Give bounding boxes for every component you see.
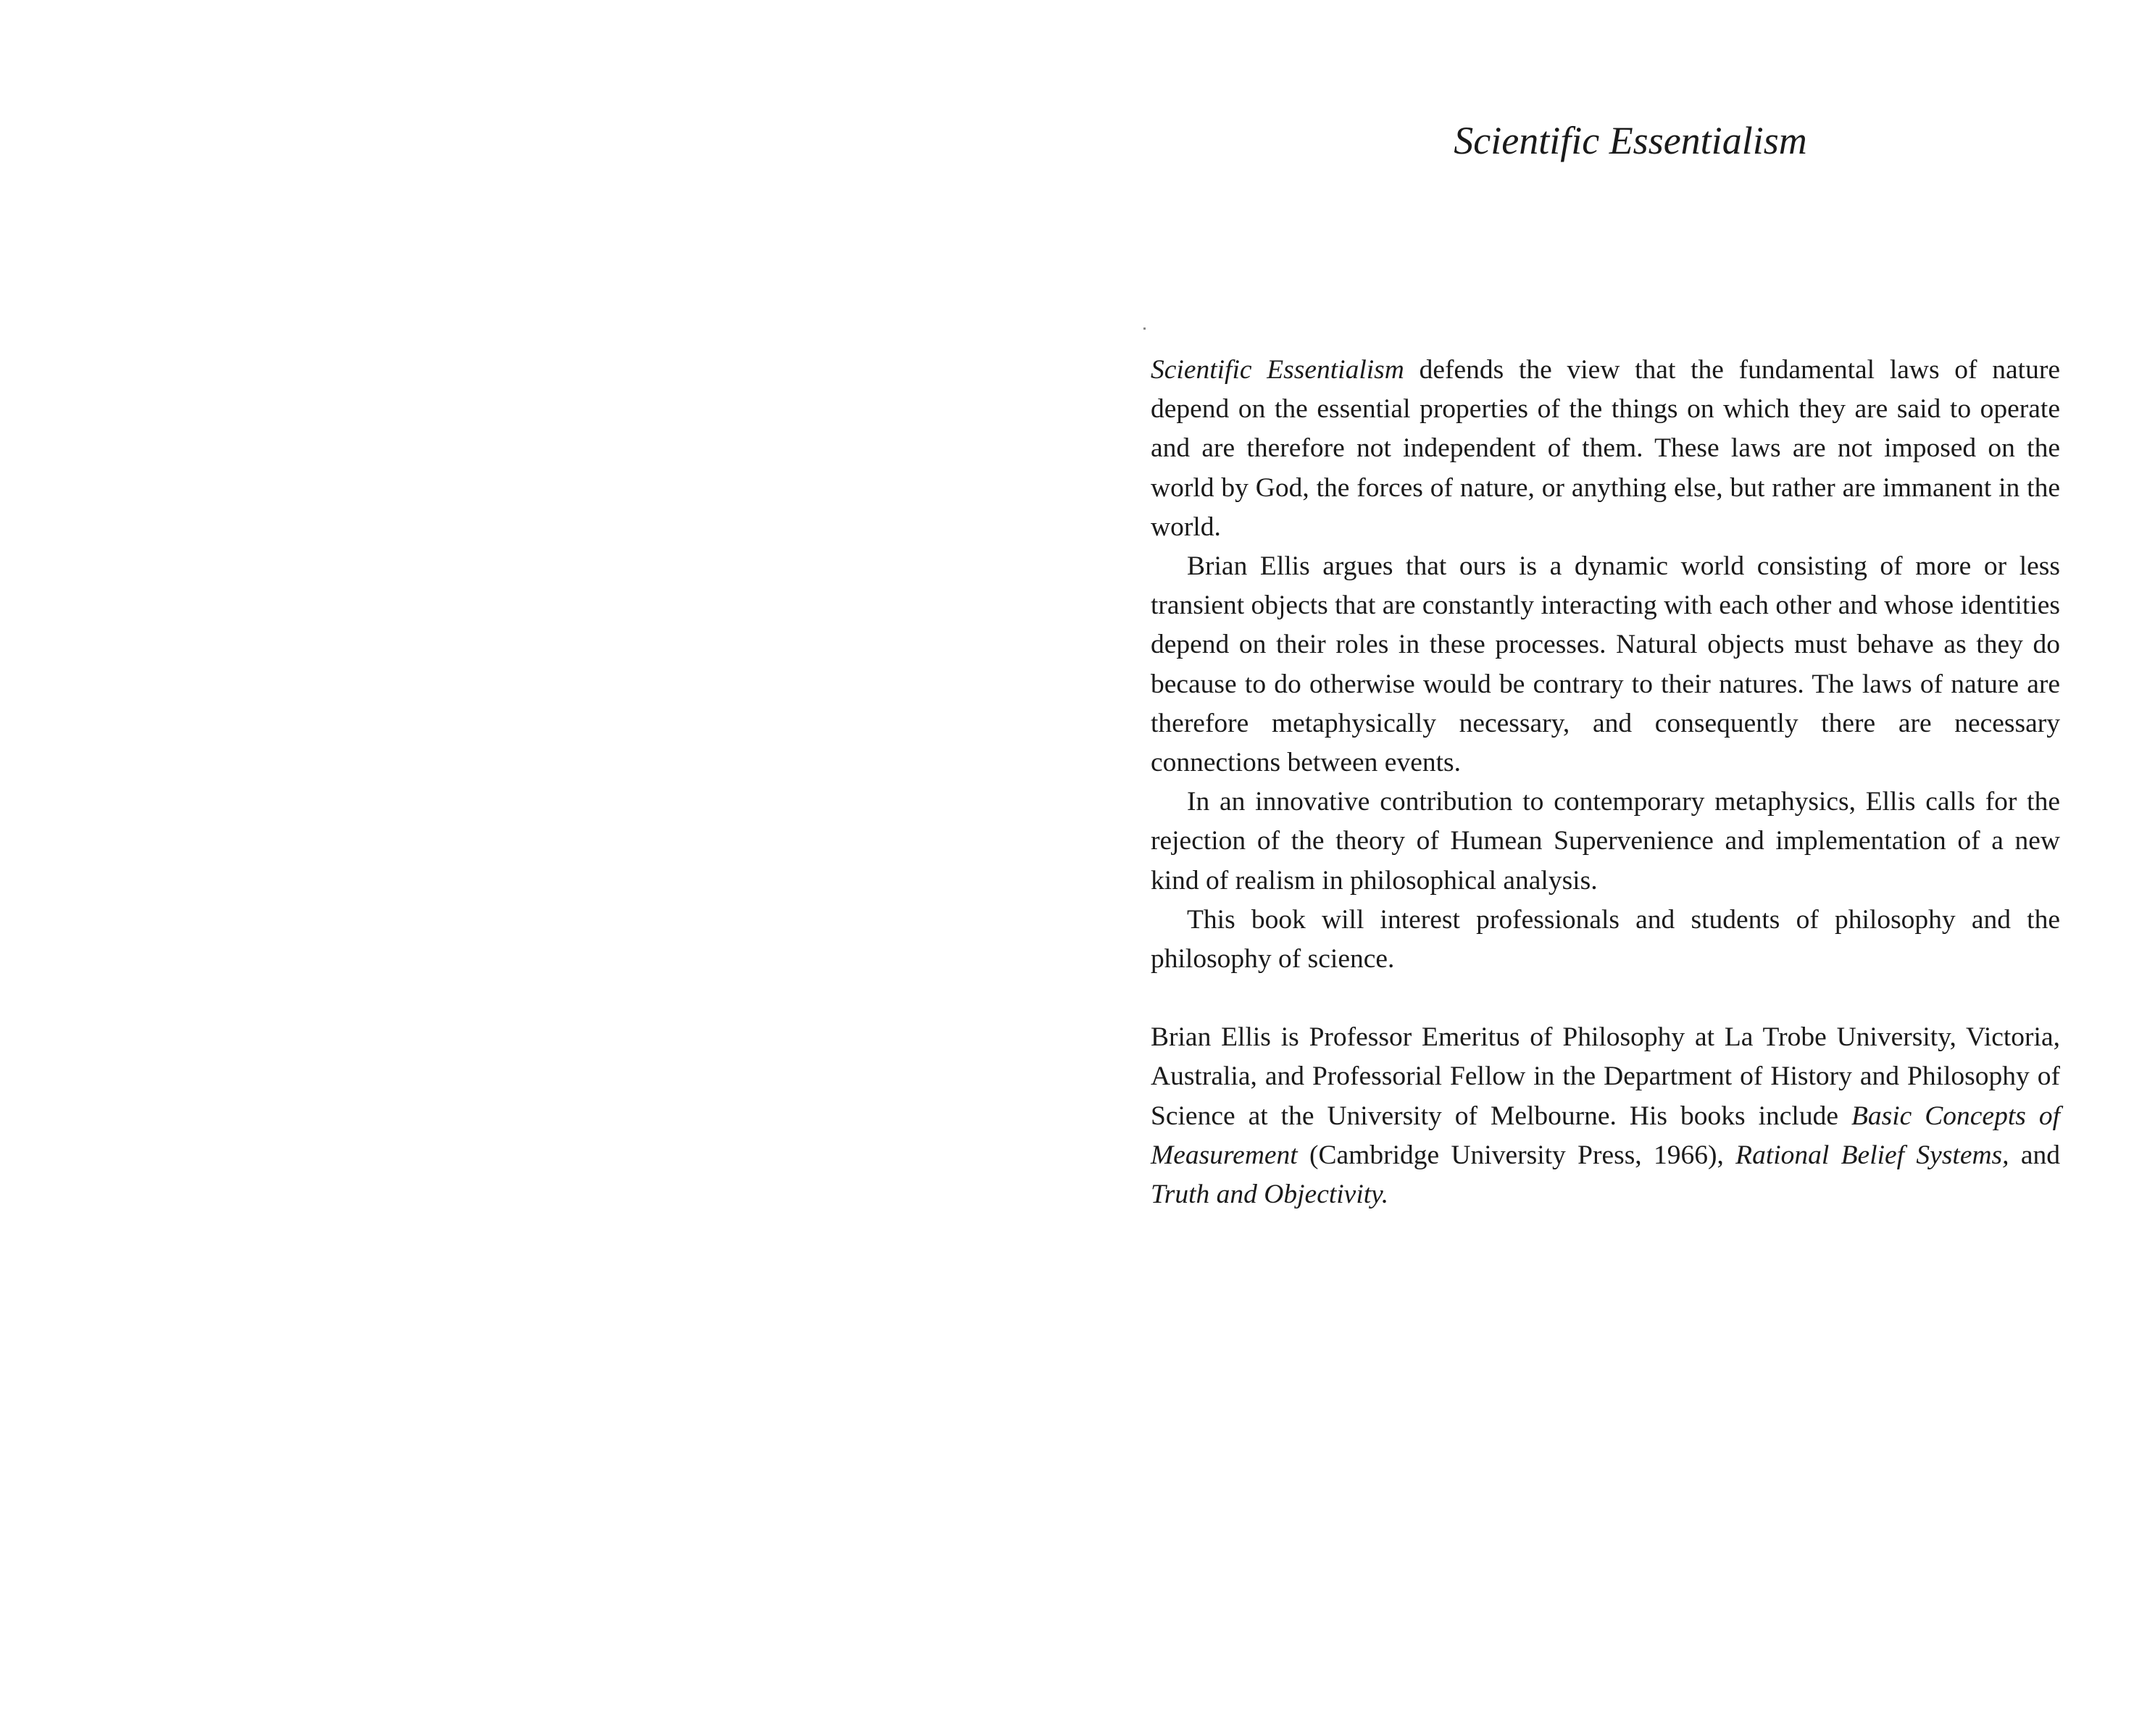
description-paragraph-2: Brian Ellis argues that ours is a dynamic world consisting of more or less transient objects that are constantly interacting with each other and whose identities depend on their roles in these processes. Natural objects must behave as they do because to do otherwise would be contrary to their natures. The laws of nature are therefore metaphysically necessary, and consequently there are necessary connections between events. (1151, 551, 2060, 778)
book-title-italic: Scientific Essentialism (1151, 355, 1404, 385)
print-speck (1143, 327, 1146, 330)
book-title-2: Rational Belief Systems, (1735, 1140, 2009, 1170)
book-title-3: Truth and Objectivity. (1151, 1180, 1389, 1210)
author-bio: Brian Ellis is Professor Emeritus of Philosophy at La Trobe University, Victoria, Australia, and Professorial Fellow in the Department of History and Philosophy of Science at the University of Melbourne. His books include Basic Concepts of Measurement (Cambridge University Press, 1966), Rational Belief Systems, and Truth and Objectivity. (1151, 1022, 2061, 1210)
body-text (1151, 351, 2060, 1214)
description-paragraph-3: In an innovative contribution to contemporary metaphysics, Ellis calls for the rejection of the theory of Humean Supervenience and implementation of a new kind of realism in philosophical analysis. (1151, 787, 2060, 896)
description-paragraph-4: This book will interest professionals and students of philosophy and the philosophy of science. (1151, 904, 2060, 975)
page-title: Scientific Essentialism (1454, 119, 1807, 162)
description-paragraph-1: Scientific Essentialism defends the view that the fundamental laws of nature depend on the essential properties of the things on which they are said to operate and are therefore not independent of them. These laws are not imposed on the world by God, the forces of nature, or anything else, but rather are immanent in the world. (1151, 355, 2060, 542)
book-title-1: Basic Concepts of Measurement (1151, 1101, 2061, 1170)
